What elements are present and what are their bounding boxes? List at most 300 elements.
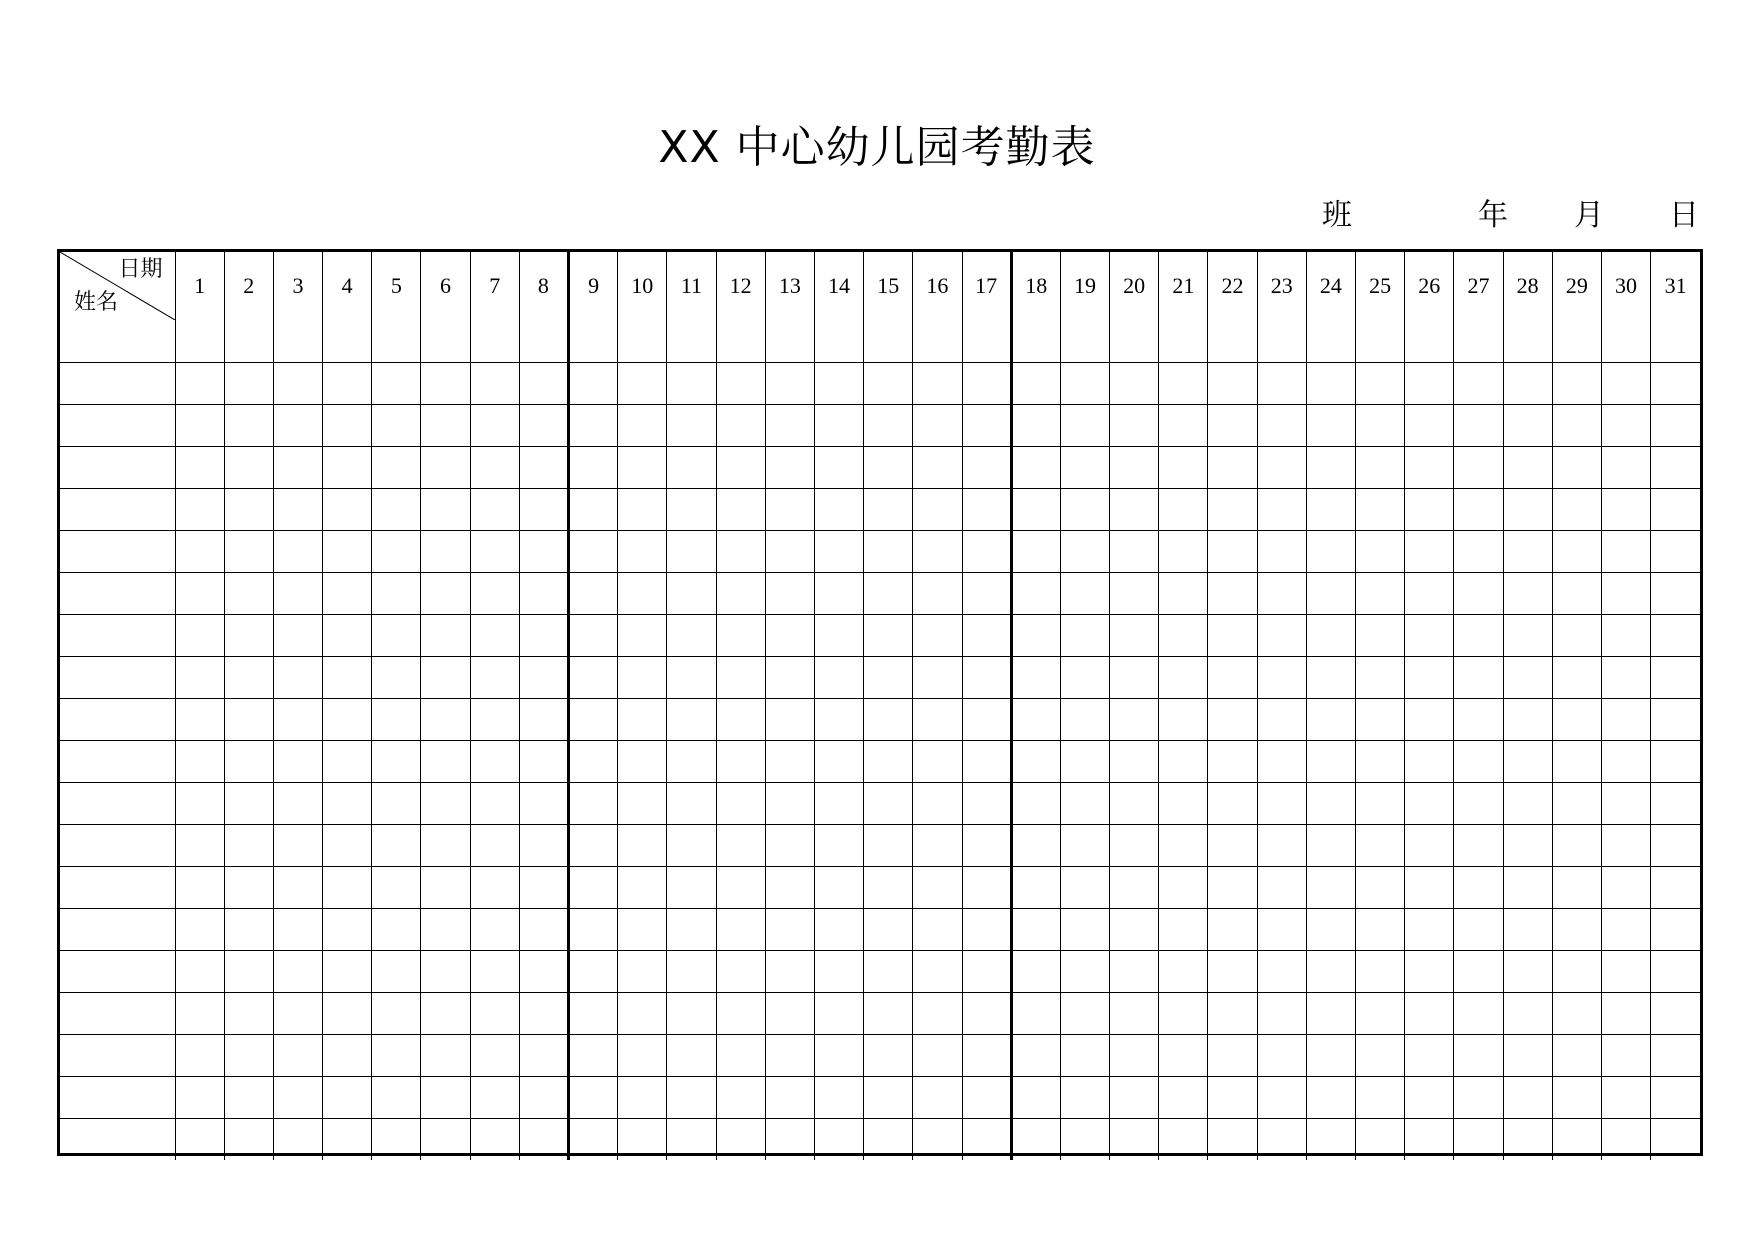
attendance-cell[interactable] [1208,866,1257,908]
attendance-cell[interactable] [1011,824,1060,866]
attendance-cell[interactable] [913,572,962,614]
attendance-cell[interactable] [716,908,765,950]
attendance-cell[interactable] [1651,740,1700,782]
attendance-cell[interactable] [667,488,716,530]
attendance-cell[interactable] [372,908,421,950]
attendance-cell[interactable] [421,950,470,992]
name-cell[interactable] [60,362,175,404]
attendance-cell[interactable] [175,656,224,698]
attendance-cell[interactable] [716,782,765,824]
attendance-cell[interactable] [273,362,322,404]
name-cell[interactable] [60,446,175,488]
attendance-cell[interactable] [1356,950,1405,992]
attendance-cell[interactable] [913,488,962,530]
attendance-cell[interactable] [913,1034,962,1076]
attendance-cell[interactable] [667,446,716,488]
name-cell[interactable] [60,1118,175,1160]
attendance-cell[interactable] [1454,572,1503,614]
attendance-cell[interactable] [372,740,421,782]
attendance-cell[interactable] [273,488,322,530]
attendance-cell[interactable] [962,530,1011,572]
attendance-cell[interactable] [273,908,322,950]
attendance-cell[interactable] [323,614,372,656]
attendance-cell[interactable] [667,530,716,572]
attendance-cell[interactable] [1503,866,1552,908]
attendance-cell[interactable] [667,908,716,950]
attendance-cell[interactable] [1356,320,1405,362]
attendance-cell[interactable] [224,740,273,782]
attendance-cell[interactable] [814,782,863,824]
attendance-cell[interactable] [1552,530,1601,572]
attendance-cell[interactable] [273,614,322,656]
attendance-cell[interactable] [224,950,273,992]
attendance-cell[interactable] [618,782,667,824]
attendance-cell[interactable] [1454,656,1503,698]
attendance-cell[interactable] [1257,614,1306,656]
attendance-cell[interactable] [1257,698,1306,740]
attendance-cell[interactable] [618,1118,667,1160]
attendance-cell[interactable] [1208,320,1257,362]
attendance-cell[interactable] [1159,698,1208,740]
attendance-cell[interactable] [1601,824,1650,866]
attendance-cell[interactable] [1356,740,1405,782]
attendance-cell[interactable] [913,698,962,740]
attendance-cell[interactable] [1356,782,1405,824]
attendance-cell[interactable] [1060,1076,1109,1118]
attendance-cell[interactable] [716,992,765,1034]
name-cell[interactable] [60,404,175,446]
attendance-cell[interactable] [569,488,618,530]
attendance-cell[interactable] [519,362,568,404]
attendance-cell[interactable] [913,362,962,404]
attendance-cell[interactable] [323,782,372,824]
attendance-cell[interactable] [1257,362,1306,404]
attendance-cell[interactable] [1356,1118,1405,1160]
attendance-cell[interactable] [470,320,519,362]
attendance-cell[interactable] [1601,614,1650,656]
attendance-cell[interactable] [1601,362,1650,404]
attendance-cell[interactable] [372,950,421,992]
attendance-cell[interactable] [224,404,273,446]
attendance-cell[interactable] [1552,656,1601,698]
attendance-cell[interactable] [1601,1118,1650,1160]
attendance-cell[interactable] [1405,320,1454,362]
attendance-cell[interactable] [224,362,273,404]
attendance-cell[interactable] [1454,530,1503,572]
attendance-cell[interactable] [765,488,814,530]
attendance-cell[interactable] [913,614,962,656]
attendance-cell[interactable] [1060,992,1109,1034]
attendance-cell[interactable] [1405,404,1454,446]
attendance-cell[interactable] [1306,404,1355,446]
attendance-cell[interactable] [1306,992,1355,1034]
attendance-cell[interactable] [372,656,421,698]
attendance-cell[interactable] [1060,530,1109,572]
attendance-cell[interactable] [224,488,273,530]
attendance-cell[interactable] [1356,992,1405,1034]
attendance-cell[interactable] [470,488,519,530]
attendance-cell[interactable] [913,1118,962,1160]
attendance-cell[interactable] [1552,320,1601,362]
attendance-cell[interactable] [913,950,962,992]
attendance-cell[interactable] [765,740,814,782]
attendance-cell[interactable] [667,1076,716,1118]
attendance-cell[interactable] [667,362,716,404]
attendance-cell[interactable] [667,1034,716,1076]
name-cell[interactable] [60,740,175,782]
attendance-cell[interactable] [1356,572,1405,614]
attendance-cell[interactable] [1356,530,1405,572]
attendance-cell[interactable] [569,446,618,488]
attendance-cell[interactable] [1601,782,1650,824]
attendance-cell[interactable] [1405,908,1454,950]
attendance-cell[interactable] [1257,866,1306,908]
attendance-cell[interactable] [323,320,372,362]
attendance-cell[interactable] [716,824,765,866]
attendance-cell[interactable] [765,698,814,740]
attendance-cell[interactable] [864,446,913,488]
attendance-cell[interactable] [224,782,273,824]
attendance-cell[interactable] [175,362,224,404]
attendance-cell[interactable] [569,992,618,1034]
attendance-cell[interactable] [814,362,863,404]
attendance-cell[interactable] [1208,908,1257,950]
attendance-cell[interactable] [913,656,962,698]
attendance-cell[interactable] [765,320,814,362]
attendance-cell[interactable] [1503,824,1552,866]
attendance-cell[interactable] [913,530,962,572]
attendance-cell[interactable] [1208,362,1257,404]
attendance-cell[interactable] [1503,908,1552,950]
attendance-cell[interactable] [864,362,913,404]
attendance-cell[interactable] [1110,446,1159,488]
attendance-cell[interactable] [323,824,372,866]
attendance-cell[interactable] [765,1076,814,1118]
attendance-cell[interactable] [1257,1076,1306,1118]
attendance-cell[interactable] [372,488,421,530]
attendance-cell[interactable] [1356,866,1405,908]
attendance-cell[interactable] [1651,656,1700,698]
attendance-cell[interactable] [569,656,618,698]
attendance-cell[interactable] [667,656,716,698]
attendance-cell[interactable] [372,614,421,656]
attendance-cell[interactable] [569,530,618,572]
attendance-cell[interactable] [470,404,519,446]
attendance-cell[interactable] [765,992,814,1034]
attendance-cell[interactable] [716,1118,765,1160]
attendance-cell[interactable] [323,530,372,572]
attendance-cell[interactable] [1110,950,1159,992]
attendance-cell[interactable] [372,530,421,572]
attendance-cell[interactable] [864,698,913,740]
attendance-cell[interactable] [273,1076,322,1118]
attendance-cell[interactable] [814,908,863,950]
attendance-cell[interactable] [1405,740,1454,782]
attendance-cell[interactable] [1306,866,1355,908]
attendance-cell[interactable] [519,1076,568,1118]
attendance-cell[interactable] [667,992,716,1034]
attendance-cell[interactable] [470,950,519,992]
attendance-cell[interactable] [323,992,372,1034]
attendance-cell[interactable] [569,320,618,362]
name-cell[interactable] [60,1076,175,1118]
attendance-cell[interactable] [273,950,322,992]
attendance-cell[interactable] [1306,488,1355,530]
attendance-cell[interactable] [814,656,863,698]
attendance-cell[interactable] [224,320,273,362]
attendance-cell[interactable] [1060,866,1109,908]
attendance-cell[interactable] [1257,1118,1306,1160]
attendance-cell[interactable] [1208,698,1257,740]
attendance-cell[interactable] [716,404,765,446]
attendance-cell[interactable] [1651,320,1700,362]
attendance-cell[interactable] [765,908,814,950]
attendance-cell[interactable] [667,404,716,446]
attendance-cell[interactable] [1601,1034,1650,1076]
attendance-cell[interactable] [814,614,863,656]
attendance-cell[interactable] [273,446,322,488]
attendance-cell[interactable] [1454,950,1503,992]
attendance-cell[interactable] [323,572,372,614]
name-cell[interactable] [60,866,175,908]
attendance-cell[interactable] [569,866,618,908]
attendance-cell[interactable] [1356,1034,1405,1076]
attendance-cell[interactable] [962,656,1011,698]
attendance-cell[interactable] [1306,320,1355,362]
attendance-cell[interactable] [1306,698,1355,740]
attendance-cell[interactable] [421,740,470,782]
attendance-cell[interactable] [716,614,765,656]
attendance-cell[interactable] [1208,656,1257,698]
attendance-cell[interactable] [1601,572,1650,614]
attendance-cell[interactable] [864,488,913,530]
attendance-cell[interactable] [1601,320,1650,362]
attendance-cell[interactable] [519,824,568,866]
attendance-cell[interactable] [716,446,765,488]
attendance-cell[interactable] [519,656,568,698]
attendance-cell[interactable] [1208,1118,1257,1160]
attendance-cell[interactable] [1159,572,1208,614]
attendance-cell[interactable] [1405,572,1454,614]
attendance-cell[interactable] [1651,530,1700,572]
attendance-cell[interactable] [519,992,568,1034]
attendance-cell[interactable] [1454,1034,1503,1076]
attendance-cell[interactable] [618,698,667,740]
attendance-cell[interactable] [1454,824,1503,866]
attendance-cell[interactable] [1257,992,1306,1034]
attendance-cell[interactable] [1601,950,1650,992]
attendance-cell[interactable] [962,446,1011,488]
attendance-cell[interactable] [470,740,519,782]
attendance-cell[interactable] [1110,656,1159,698]
attendance-cell[interactable] [814,530,863,572]
attendance-cell[interactable] [1405,446,1454,488]
attendance-cell[interactable] [1503,362,1552,404]
attendance-cell[interactable] [1503,740,1552,782]
attendance-cell[interactable] [864,320,913,362]
attendance-cell[interactable] [864,656,913,698]
attendance-cell[interactable] [1110,1076,1159,1118]
attendance-cell[interactable] [323,950,372,992]
attendance-cell[interactable] [913,992,962,1034]
attendance-cell[interactable] [323,1034,372,1076]
attendance-cell[interactable] [273,698,322,740]
attendance-cell[interactable] [1503,572,1552,614]
attendance-cell[interactable] [1601,530,1650,572]
attendance-cell[interactable] [1159,446,1208,488]
attendance-cell[interactable] [1060,698,1109,740]
attendance-cell[interactable] [224,866,273,908]
attendance-cell[interactable] [765,530,814,572]
attendance-cell[interactable] [864,1034,913,1076]
attendance-cell[interactable] [1601,908,1650,950]
attendance-cell[interactable] [1552,866,1601,908]
attendance-cell[interactable] [519,698,568,740]
attendance-cell[interactable] [1257,1034,1306,1076]
attendance-cell[interactable] [1405,488,1454,530]
attendance-cell[interactable] [421,866,470,908]
attendance-cell[interactable] [667,740,716,782]
attendance-cell[interactable] [962,1076,1011,1118]
attendance-cell[interactable] [1552,1076,1601,1118]
attendance-cell[interactable] [1552,1118,1601,1160]
attendance-cell[interactable] [1405,1034,1454,1076]
attendance-cell[interactable] [470,824,519,866]
attendance-cell[interactable] [1257,572,1306,614]
attendance-cell[interactable] [273,1034,322,1076]
attendance-cell[interactable] [1552,824,1601,866]
attendance-cell[interactable] [1651,1118,1700,1160]
attendance-cell[interactable] [1011,908,1060,950]
attendance-cell[interactable] [1503,404,1552,446]
attendance-cell[interactable] [864,782,913,824]
attendance-cell[interactable] [1356,824,1405,866]
attendance-cell[interactable] [1110,488,1159,530]
attendance-cell[interactable] [1060,446,1109,488]
attendance-cell[interactable] [765,362,814,404]
attendance-cell[interactable] [1651,1076,1700,1118]
attendance-cell[interactable] [1110,992,1159,1034]
attendance-cell[interactable] [1060,572,1109,614]
attendance-cell[interactable] [323,740,372,782]
attendance-cell[interactable] [1011,950,1060,992]
attendance-cell[interactable] [814,488,863,530]
attendance-cell[interactable] [1110,572,1159,614]
attendance-cell[interactable] [1257,320,1306,362]
attendance-cell[interactable] [1257,782,1306,824]
attendance-cell[interactable] [1503,950,1552,992]
attendance-cell[interactable] [1110,866,1159,908]
attendance-cell[interactable] [1454,1076,1503,1118]
attendance-cell[interactable] [962,572,1011,614]
attendance-cell[interactable] [1257,908,1306,950]
attendance-cell[interactable] [1306,656,1355,698]
name-cell[interactable] [60,908,175,950]
attendance-cell[interactable] [224,992,273,1034]
attendance-cell[interactable] [1454,1118,1503,1160]
attendance-cell[interactable] [273,530,322,572]
attendance-cell[interactable] [1454,992,1503,1034]
attendance-cell[interactable] [1454,614,1503,656]
attendance-cell[interactable] [1159,404,1208,446]
attendance-cell[interactable] [667,572,716,614]
attendance-cell[interactable] [519,488,568,530]
name-cell[interactable] [60,530,175,572]
attendance-cell[interactable] [175,782,224,824]
attendance-cell[interactable] [1503,656,1552,698]
attendance-cell[interactable] [814,950,863,992]
attendance-cell[interactable] [175,446,224,488]
attendance-cell[interactable] [913,740,962,782]
attendance-cell[interactable] [470,698,519,740]
attendance-cell[interactable] [421,530,470,572]
attendance-cell[interactable] [618,404,667,446]
attendance-cell[interactable] [716,740,765,782]
attendance-cell[interactable] [1110,782,1159,824]
name-cell[interactable] [60,1034,175,1076]
attendance-cell[interactable] [224,1118,273,1160]
attendance-cell[interactable] [519,782,568,824]
attendance-cell[interactable] [962,404,1011,446]
attendance-cell[interactable] [1159,950,1208,992]
attendance-cell[interactable] [273,656,322,698]
attendance-cell[interactable] [1110,824,1159,866]
attendance-cell[interactable] [323,404,372,446]
attendance-cell[interactable] [618,656,667,698]
attendance-cell[interactable] [1060,656,1109,698]
attendance-cell[interactable] [470,446,519,488]
attendance-cell[interactable] [1159,908,1208,950]
attendance-cell[interactable] [421,908,470,950]
attendance-cell[interactable] [1208,950,1257,992]
attendance-cell[interactable] [814,740,863,782]
attendance-cell[interactable] [519,614,568,656]
attendance-cell[interactable] [1306,824,1355,866]
attendance-cell[interactable] [1503,1118,1552,1160]
attendance-cell[interactable] [1552,782,1601,824]
attendance-cell[interactable] [618,1076,667,1118]
attendance-cell[interactable] [1110,908,1159,950]
attendance-cell[interactable] [618,362,667,404]
attendance-cell[interactable] [1011,866,1060,908]
attendance-cell[interactable] [421,614,470,656]
attendance-cell[interactable] [519,404,568,446]
attendance-cell[interactable] [814,1034,863,1076]
attendance-cell[interactable] [864,992,913,1034]
attendance-cell[interactable] [864,1076,913,1118]
attendance-cell[interactable] [1651,404,1700,446]
attendance-cell[interactable] [1011,446,1060,488]
attendance-cell[interactable] [1306,1076,1355,1118]
attendance-cell[interactable] [1060,1034,1109,1076]
attendance-cell[interactable] [175,1076,224,1118]
attendance-cell[interactable] [1306,950,1355,992]
attendance-cell[interactable] [913,908,962,950]
attendance-cell[interactable] [1060,404,1109,446]
attendance-cell[interactable] [667,782,716,824]
attendance-cell[interactable] [864,404,913,446]
attendance-cell[interactable] [1306,1118,1355,1160]
attendance-cell[interactable] [1651,362,1700,404]
attendance-cell[interactable] [470,656,519,698]
attendance-cell[interactable] [1306,362,1355,404]
attendance-cell[interactable] [1257,530,1306,572]
attendance-cell[interactable] [224,698,273,740]
attendance-cell[interactable] [1257,656,1306,698]
attendance-cell[interactable] [470,1118,519,1160]
attendance-cell[interactable] [913,866,962,908]
attendance-cell[interactable] [1011,530,1060,572]
